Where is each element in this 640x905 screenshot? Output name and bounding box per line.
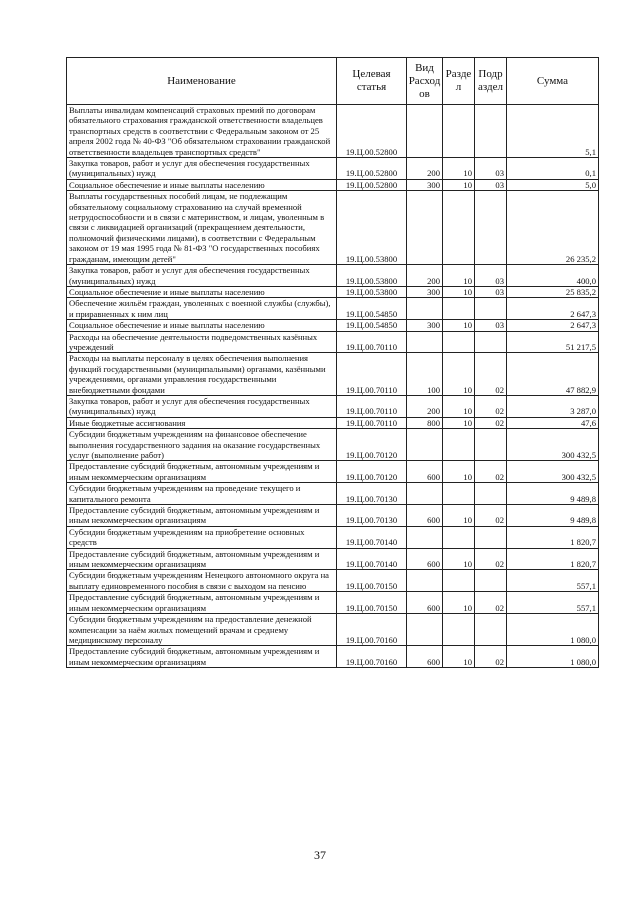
row-sum: 3 287,0 [507, 395, 599, 417]
row-name: Предоставление субсидий бюджетным, автономным учреждениям и иным некоммерческим организациям [67, 461, 337, 483]
row-subsection: 02 [475, 548, 507, 570]
row-target-article: 19.Ц.00.52800 [337, 179, 407, 190]
header-expense-type: Вид Расход ов [407, 58, 443, 105]
row-name: Предоставление субсидий бюджетным, автономным учреждениям и иным некоммерческим организациям [67, 548, 337, 570]
row-section: 10 [443, 265, 475, 287]
table-row [67, 158, 599, 180]
table-row [67, 179, 599, 190]
table-row [67, 395, 599, 417]
row-expense-type [407, 298, 443, 320]
header-subsection: Подр аздел [475, 58, 507, 105]
row-target-article: 19.Ц.00.53800 [337, 265, 407, 287]
row-target-article: 19.Ц.00.70150 [337, 570, 407, 592]
row-target-article: 19.Ц.00.70150 [337, 592, 407, 614]
row-section [443, 105, 475, 158]
row-section: 10 [443, 417, 475, 428]
table-row [67, 105, 599, 158]
row-subsection: 02 [475, 505, 507, 527]
row-subsection: 03 [475, 158, 507, 180]
row-name: Закупка товаров, работ и услуг для обеспечения государственных (муниципальных) нужд [67, 395, 337, 417]
row-target-article: 19.Ц.00.70120 [337, 429, 407, 461]
row-sum: 5,1 [507, 105, 599, 158]
row-target-article: 19.Ц.00.54850 [337, 298, 407, 320]
header-section: Разде л [443, 58, 475, 105]
row-target-article: 19.Ц.00.54850 [337, 320, 407, 331]
row-section [443, 570, 475, 592]
row-section: 10 [443, 179, 475, 190]
row-target-article: 19.Ц.00.70110 [337, 331, 407, 353]
row-expense-type [407, 526, 443, 548]
table-row [67, 298, 599, 320]
row-name: Закупка товаров, работ и услуг для обеспечения государственных (муниципальных) нужд [67, 158, 337, 180]
row-target-article: 19.Ц.00.70140 [337, 526, 407, 548]
row-section: 10 [443, 592, 475, 614]
table-row [67, 483, 599, 505]
table-row [67, 526, 599, 548]
row-sum: 557,1 [507, 570, 599, 592]
row-target-article: 19.Ц.00.52800 [337, 158, 407, 180]
row-target-article: 19.Ц.00.70110 [337, 353, 407, 396]
table-row [67, 614, 599, 646]
table-row [67, 429, 599, 461]
row-section [443, 191, 475, 265]
row-target-article: 19.Ц.00.52800 [337, 105, 407, 158]
row-subsection [475, 483, 507, 505]
row-sum: 1 080,0 [507, 614, 599, 646]
row-expense-type [407, 429, 443, 461]
row-name: Субсидии бюджетным учреждениям на проведение текущего и капитального ремонта [67, 483, 337, 505]
row-target-article: 19.Ц.00.70140 [337, 548, 407, 570]
row-name: Предоставление субсидий бюджетным, автономным учреждениям и иным некоммерческим организациям [67, 505, 337, 527]
row-target-article: 19.Ц.00.70110 [337, 417, 407, 428]
row-expense-type [407, 105, 443, 158]
table-row [67, 331, 599, 353]
row-target-article: 19.Ц.00.70120 [337, 461, 407, 483]
row-name: Социальное обеспечение и иные выплаты населению [67, 179, 337, 190]
row-expense-type: 600 [407, 592, 443, 614]
row-target-article: 19.Ц.00.70160 [337, 614, 407, 646]
row-name: Социальное обеспечение и иные выплаты населению [67, 286, 337, 297]
row-subsection: 02 [475, 461, 507, 483]
row-sum: 1 820,7 [507, 526, 599, 548]
row-target-article: 19.Ц.00.53800 [337, 286, 407, 297]
row-sum: 300 432,5 [507, 461, 599, 483]
table-row [67, 320, 599, 331]
row-section: 10 [443, 548, 475, 570]
row-name: Предоставление субсидий бюджетным, автономным учреждениям и иным некоммерческим организациям [67, 646, 337, 668]
row-section [443, 298, 475, 320]
row-expense-type: 200 [407, 265, 443, 287]
table-row [67, 646, 599, 668]
row-expense-type [407, 614, 443, 646]
row-name: Расходы на выплаты персоналу в целях обеспечения выполнения функций государственными (муниципальными) органами, казёнными учреждениями, органами управления государственными внебюджетными фондами [67, 353, 337, 396]
row-target-article: 19.Ц.00.53800 [337, 191, 407, 265]
row-sum: 9 489,8 [507, 483, 599, 505]
row-subsection [475, 429, 507, 461]
row-sum: 26 235,2 [507, 191, 599, 265]
row-subsection: 03 [475, 265, 507, 287]
row-name: Субсидии бюджетным учреждениям на финансовое обеспечение выполнения государственного задания на оказание государственных услуг (выполнение работ) [67, 429, 337, 461]
row-section: 10 [443, 286, 475, 297]
row-section [443, 526, 475, 548]
row-expense-type: 600 [407, 646, 443, 668]
row-expense-type: 600 [407, 461, 443, 483]
table-row [67, 265, 599, 287]
row-name: Иные бюджетные ассигнования [67, 417, 337, 428]
table-body [67, 105, 599, 668]
row-name: Выплаты государственных пособий лицам, не подлежащим обязательному социальному страхованию на случай временной нетрудоспособности и в связи с материнством, и лицам, уволенным в связи с ликвидацией организаций (прекращением деятельности, полномочий физическими лицами), в соответствии с Федеральным законом от 19 мая 1995 года № 81-ФЗ "О государственных пособиях гражданам, имеющим детей" [67, 191, 337, 265]
row-sum: 1 820,7 [507, 548, 599, 570]
row-sum: 557,1 [507, 592, 599, 614]
row-subsection: 02 [475, 592, 507, 614]
row-section: 10 [443, 395, 475, 417]
row-name: Субсидии бюджетным учреждениям на предоставление денежной компенсации за наём жилых помещений врачам и среднему медицинскому персоналу [67, 614, 337, 646]
row-section [443, 483, 475, 505]
header-sum: Сумма [507, 58, 599, 105]
row-subsection [475, 570, 507, 592]
row-sum: 5,0 [507, 179, 599, 190]
row-expense-type: 300 [407, 179, 443, 190]
row-expense-type: 600 [407, 505, 443, 527]
row-section: 10 [443, 353, 475, 396]
row-subsection: 02 [475, 417, 507, 428]
row-target-article: 19.Ц.00.70160 [337, 646, 407, 668]
row-subsection: 03 [475, 286, 507, 297]
row-section [443, 429, 475, 461]
page-number: 37 [314, 848, 326, 862]
row-expense-type: 300 [407, 286, 443, 297]
row-section: 10 [443, 320, 475, 331]
table-row [67, 461, 599, 483]
row-expense-type: 200 [407, 158, 443, 180]
row-section: 10 [443, 505, 475, 527]
table-row [67, 505, 599, 527]
row-name: Закупка товаров, работ и услуг для обеспечения государственных (муниципальных) нужд [67, 265, 337, 287]
row-name: Расходы на обеспечение деятельности подведомственных казённых учреждений [67, 331, 337, 353]
row-sum: 47 882,9 [507, 353, 599, 396]
row-sum: 47,6 [507, 417, 599, 428]
row-name: Обеспечение жильём граждан, уволенных с военной службы (службы), и приравненных к ним лиц [67, 298, 337, 320]
row-subsection [475, 331, 507, 353]
table-row [67, 417, 599, 428]
row-name: Предоставление субсидий бюджетным, автономным учреждениям и иным некоммерческим организациям [67, 592, 337, 614]
row-section: 10 [443, 461, 475, 483]
row-expense-type [407, 331, 443, 353]
row-expense-type: 800 [407, 417, 443, 428]
row-expense-type [407, 483, 443, 505]
table-header-row [67, 58, 599, 105]
row-section [443, 614, 475, 646]
row-expense-type [407, 191, 443, 265]
row-target-article: 19.Ц.00.70110 [337, 395, 407, 417]
row-name: Социальное обеспечение и иные выплаты населению [67, 320, 337, 331]
row-sum: 300 432,5 [507, 429, 599, 461]
row-section: 10 [443, 646, 475, 668]
row-sum: 9 489,8 [507, 505, 599, 527]
table-row [67, 191, 599, 265]
row-expense-type: 100 [407, 353, 443, 396]
row-subsection [475, 298, 507, 320]
row-sum: 0,1 [507, 158, 599, 180]
row-subsection [475, 614, 507, 646]
budget-table [66, 57, 599, 668]
header-target-article: Целевая статья [337, 58, 407, 105]
row-subsection [475, 191, 507, 265]
row-sum: 2 647,3 [507, 298, 599, 320]
row-subsection: 03 [475, 320, 507, 331]
row-subsection: 02 [475, 395, 507, 417]
row-expense-type [407, 570, 443, 592]
row-section [443, 331, 475, 353]
table-row [67, 286, 599, 297]
row-section: 10 [443, 158, 475, 180]
row-subsection: 02 [475, 353, 507, 396]
row-target-article: 19.Ц.00.70130 [337, 483, 407, 505]
row-name: Субсидии бюджетным учреждениям на приобретение основных средств [67, 526, 337, 548]
row-subsection [475, 526, 507, 548]
table-row [67, 570, 599, 592]
table-row [67, 353, 599, 396]
header-name: Наименование [67, 58, 337, 105]
row-sum: 400,0 [507, 265, 599, 287]
row-expense-type: 200 [407, 395, 443, 417]
row-sum: 25 835,2 [507, 286, 599, 297]
row-expense-type: 300 [407, 320, 443, 331]
row-sum: 51 217,5 [507, 331, 599, 353]
table-row [67, 548, 599, 570]
row-sum: 1 080,0 [507, 646, 599, 668]
row-expense-type: 600 [407, 548, 443, 570]
table-row [67, 592, 599, 614]
row-subsection [475, 105, 507, 158]
row-subsection: 02 [475, 646, 507, 668]
row-sum: 2 647,3 [507, 320, 599, 331]
row-name: Выплаты инвалидам компенсаций страховых премий по договорам обязательного страхования гражданской ответственности владельцев транспортных средств в соответствии с Федеральным законом от 25 апреля 2002 года № 40-ФЗ "Об обязательном страховании гражданской ответственности владельцев транспортных средств" [67, 105, 337, 158]
row-subsection: 03 [475, 179, 507, 190]
row-target-article: 19.Ц.00.70130 [337, 505, 407, 527]
row-name: Субсидии бюджетным учреждениям Ненецкого автономного округа на выплату единовременного пособия в связи с выходом на пенсию [67, 570, 337, 592]
